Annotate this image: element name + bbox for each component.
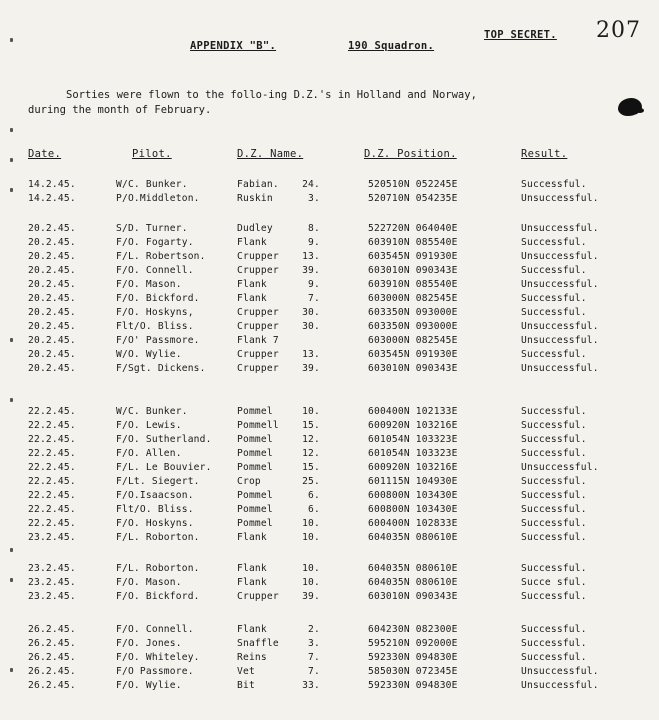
row-result: Unsuccessful. [521,462,599,473]
row-dz-number: 39. [302,363,320,374]
row-pilot: F/O. Bickford. [116,293,200,304]
row-dz-name: Pommel [237,448,273,459]
table-row [0,518,659,530]
row-pilot: F/O. Jones. [116,638,182,649]
table-row [0,652,659,664]
column-header-result: Result. [521,148,568,160]
row-result: Unsuccessful. [521,223,599,234]
row-dz-position: 603010N 090343E [368,265,458,276]
table-row [0,321,659,333]
classification-mark: TOP SECRET. [484,29,557,41]
row-pilot: F/O. Connell. [116,624,194,635]
row-dz-number: 15. [302,462,320,473]
row-result: Succe sful. [521,577,587,588]
row-pilot: F/Sgt. Dickens. [116,363,206,374]
row-dz-position: 600400N 102133E [368,406,458,417]
row-pilot: W/O. Wylie. [116,349,182,360]
row-date: 22.2.45. [28,448,76,459]
row-dz-position: 603910N 085540E [368,237,458,248]
row-dz-position: 600800N 103430E [368,504,458,515]
row-dz-position: 601054N 103323E [368,448,458,459]
row-dz-number: 7. [308,652,320,663]
row-dz-number: 7. [308,293,320,304]
row-date: 26.2.45. [28,666,76,677]
row-pilot: F/L. Le Bouvier. [116,462,212,473]
row-pilot: F/O. Mason. [116,577,182,588]
row-dz-position: 600800N 103430E [368,490,458,501]
row-dz-number: 8. [308,223,320,234]
row-dz-position: 603000N 082545E [368,293,458,304]
row-dz-name: Crupper [237,321,279,332]
row-dz-position: 601115N 104930E [368,476,458,487]
row-pilot: F/L. Roborton. [116,532,200,543]
row-dz-number: 13. [302,251,320,262]
row-dz-number: 30. [302,321,320,332]
row-date: 26.2.45. [28,680,76,691]
row-dz-number: 2. [308,624,320,635]
row-dz-position: 604035N 080610E [368,532,458,543]
row-dz-position: 603010N 090343E [368,363,458,374]
row-date: 20.2.45. [28,293,76,304]
row-dz-name: Vet [237,666,255,677]
column-header-dz-name: D.Z. Name. [237,148,304,160]
row-date: 20.2.45. [28,349,76,360]
table-row [0,179,659,191]
row-dz-position: 592330N 094830E [368,652,458,663]
row-dz-number: 7. [308,666,320,677]
row-dz-position: 603350N 093000E [368,321,458,332]
row-result: Unsuccessful. [521,680,599,691]
table-row [0,349,659,361]
row-dz-position: 601054N 103323E [368,434,458,445]
row-date: 23.2.45. [28,563,76,574]
row-pilot: F/O' Passmore. [116,335,200,346]
row-dz-name: Pommel [237,406,273,417]
row-pilot: F/O. Allen. [116,448,182,459]
row-date: 22.2.45. [28,476,76,487]
row-dz-name: Crupper [237,307,279,318]
row-date: 22.2.45. [28,504,76,515]
ink-blot [618,98,642,116]
table-row [0,434,659,446]
row-date: 20.2.45. [28,279,76,290]
row-date: 22.2.45. [28,434,76,445]
row-dz-number: 6. [308,490,320,501]
row-dz-name: Dudley [237,223,273,234]
row-dz-position: 585030N 072345E [368,666,458,677]
row-dz-name: Flank 7 [237,335,279,346]
row-dz-position: 520710N 054235E [368,193,458,204]
table-row [0,591,659,603]
row-result: Unsuccessful. [521,666,599,677]
row-result: Unsuccessful. [521,363,599,374]
row-result: Successful. [521,420,587,431]
row-dz-name: Crupper [237,363,279,374]
row-result: Successful. [521,179,587,190]
row-date: 26.2.45. [28,624,76,635]
row-dz-number: 3. [308,193,320,204]
table-row [0,638,659,650]
row-result: Successful. [521,638,587,649]
page-number: 207 [596,18,641,43]
row-dz-position: 604230N 082300E [368,624,458,635]
table-row [0,293,659,305]
table-row [0,504,659,516]
row-result: Successful. [521,448,587,459]
row-date: 20.2.45. [28,363,76,374]
row-pilot: F/Lt. Siegert. [116,476,200,487]
intro-line-2: during the month of February. [28,104,212,116]
row-date: 26.2.45. [28,638,76,649]
row-pilot: W/C. Bunker. [116,406,188,417]
row-result: Unsuccessful. [521,193,599,204]
row-dz-name: Ruskin [237,193,273,204]
row-result: Unsuccessful. [521,321,599,332]
row-dz-position: 520510N 052245E [368,179,458,190]
row-result: Successful. [521,307,587,318]
row-result: Successful. [521,237,587,248]
row-result: Successful. [521,265,587,276]
row-dz-name: Pommel [237,434,273,445]
row-dz-name: Crupper [237,265,279,276]
table-row [0,490,659,502]
row-dz-position: 603350N 093000E [368,307,458,318]
row-result: Successful. [521,406,587,417]
row-result: Successful. [521,563,587,574]
row-dz-number: 10. [302,563,320,574]
row-dz-number: 10. [302,577,320,588]
row-result: Successful. [521,624,587,635]
row-dz-number: 6. [308,504,320,515]
row-dz-name: Pommel [237,462,273,473]
row-pilot: F/O. Fogarty. [116,237,194,248]
row-date: 22.2.45. [28,490,76,501]
column-header-pilot: Pilot. [132,148,172,160]
row-pilot: F/O. Connell. [116,265,194,276]
row-pilot: F/O. Bickford. [116,591,200,602]
row-date: 20.2.45. [28,335,76,346]
row-date: 23.2.45. [28,532,76,543]
row-date: 23.2.45. [28,577,76,588]
row-pilot: F/O. Hoskyns. [116,518,194,529]
table-row [0,406,659,418]
row-date: 20.2.45. [28,307,76,318]
row-dz-position: 595210N 092000E [368,638,458,649]
row-dz-name: Flank [237,577,267,588]
row-pilot: F/O.Isaacson. [116,490,194,501]
table-row [0,363,659,375]
table-row [0,223,659,235]
row-result: Unsuccessful. [521,251,599,262]
row-date: 20.2.45. [28,265,76,276]
row-pilot: F/O. Sutherland. [116,434,212,445]
row-dz-number: 33. [302,680,320,691]
table-row [0,279,659,291]
row-result: Successful. [521,476,587,487]
row-result: Unsuccessful. [521,279,599,290]
row-dz-name: Crop [237,476,261,487]
row-dz-position: 603545N 091930E [368,251,458,262]
row-result: Successful. [521,434,587,445]
row-date: 22.2.45. [28,462,76,473]
row-dz-position: 603545N 091930E [368,349,458,360]
row-dz-number: 13. [302,349,320,360]
table-row [0,448,659,460]
row-pilot: P/O.Middleton. [116,193,200,204]
row-dz-number: 9. [308,237,320,248]
table-row [0,420,659,432]
row-dz-position: 600400N 102833E [368,518,458,529]
row-pilot: F/O. Mason. [116,279,182,290]
row-pilot: F/O. Wylie. [116,680,182,691]
column-header-date: Date. [28,148,62,160]
row-date: 14.2.45. [28,179,76,190]
row-dz-name: Snaffle [237,638,279,649]
row-dz-number: 12. [302,448,320,459]
row-pilot: Flt/O. Bliss. [116,504,194,515]
row-dz-name: Reins [237,652,267,663]
row-result: Successful. [521,532,587,543]
row-result: Unsuccessful. [521,335,599,346]
row-pilot: F/O. Whiteley. [116,652,200,663]
table-row [0,335,659,347]
appendix-title: APPENDIX "B". [190,40,277,52]
row-dz-position: 604035N 080610E [368,563,458,574]
table-row [0,563,659,575]
row-dz-name: Pommel [237,504,273,515]
table-row [0,624,659,636]
row-pilot: S/D. Turner. [116,223,188,234]
row-result: Successful. [521,652,587,663]
row-dz-number: 15. [302,420,320,431]
row-dz-name: Crupper [237,349,279,360]
row-result: Successful. [521,591,587,602]
row-date: 22.2.45. [28,420,76,431]
row-dz-number: 24. [302,179,320,190]
row-dz-number: 39. [302,591,320,602]
row-dz-number: 10. [302,532,320,543]
table-row [0,237,659,249]
row-dz-name: Flank [237,279,267,290]
row-result: Successful. [521,518,587,529]
table-row [0,476,659,488]
row-result: Successful. [521,349,587,360]
table-row [0,532,659,544]
row-dz-number: 39. [302,265,320,276]
row-dz-number: 10. [302,518,320,529]
row-dz-number: 3. [308,638,320,649]
row-dz-position: 604035N 080610E [368,577,458,588]
row-dz-name: Flank [237,237,267,248]
table-row [0,680,659,692]
row-dz-position: 603910N 085540E [368,279,458,290]
row-pilot: W/C. Bunker. [116,179,188,190]
row-dz-position: 600920N 103216E [368,420,458,431]
row-dz-name: Crupper [237,591,279,602]
row-pilot: F/O Passmore. [116,666,194,677]
row-dz-name: Flank [237,532,267,543]
row-dz-name: Pommell [237,420,279,431]
row-dz-number: 30. [302,307,320,318]
intro-line-1: Sorties were flown to the follo-ing D.Z.'s in Holland and Norway, [66,89,477,101]
row-dz-position: 592330N 094830E [368,680,458,691]
row-dz-name: Flank [237,563,267,574]
row-date: 20.2.45. [28,321,76,332]
row-date: 20.2.45. [28,237,76,248]
row-pilot: F/O. Lewis. [116,420,182,431]
table-row [0,193,659,205]
row-dz-name: Pommel [237,518,273,529]
row-result: Successful. [521,490,587,501]
row-date: 22.2.45. [28,518,76,529]
row-pilot: F/O. Hoskyns, [116,307,194,318]
row-pilot: F/L. Robertson. [116,251,206,262]
row-dz-number: 9. [308,279,320,290]
table-row [0,307,659,319]
row-pilot: F/L. Roborton. [116,563,200,574]
table-row [0,265,659,277]
row-dz-name: Bit [237,680,255,691]
table-row [0,577,659,589]
squadron-title: 190 Squadron. [348,40,435,52]
ink-blot-drip [636,108,644,113]
table-row [0,666,659,678]
row-dz-number: 10. [302,406,320,417]
row-dz-name: Flank [237,293,267,304]
row-date: 22.2.45. [28,406,76,417]
column-header-dz-position: D.Z. Position. [364,148,457,160]
row-date: 20.2.45. [28,251,76,262]
row-date: 23.2.45. [28,591,76,602]
row-dz-name: Flank [237,624,267,635]
table-row [0,251,659,263]
row-result: Successful. [521,504,587,515]
row-dz-position: 603000N 082545E [368,335,458,346]
row-dz-position: 522720N 064040E [368,223,458,234]
row-date: 20.2.45. [28,223,76,234]
row-dz-position: 603010N 090343E [368,591,458,602]
row-dz-name: Fabian. [237,179,279,190]
table-row [0,462,659,474]
row-pilot: Flt/O. Bliss. [116,321,194,332]
row-dz-position: 600920N 103216E [368,462,458,473]
row-dz-name: Crupper [237,251,279,262]
row-dz-number: 25. [302,476,320,487]
row-result: Successful. [521,293,587,304]
row-dz-number: 12. [302,434,320,445]
row-date: 14.2.45. [28,193,76,204]
row-date: 26.2.45. [28,652,76,663]
row-dz-name: Pommel [237,490,273,501]
